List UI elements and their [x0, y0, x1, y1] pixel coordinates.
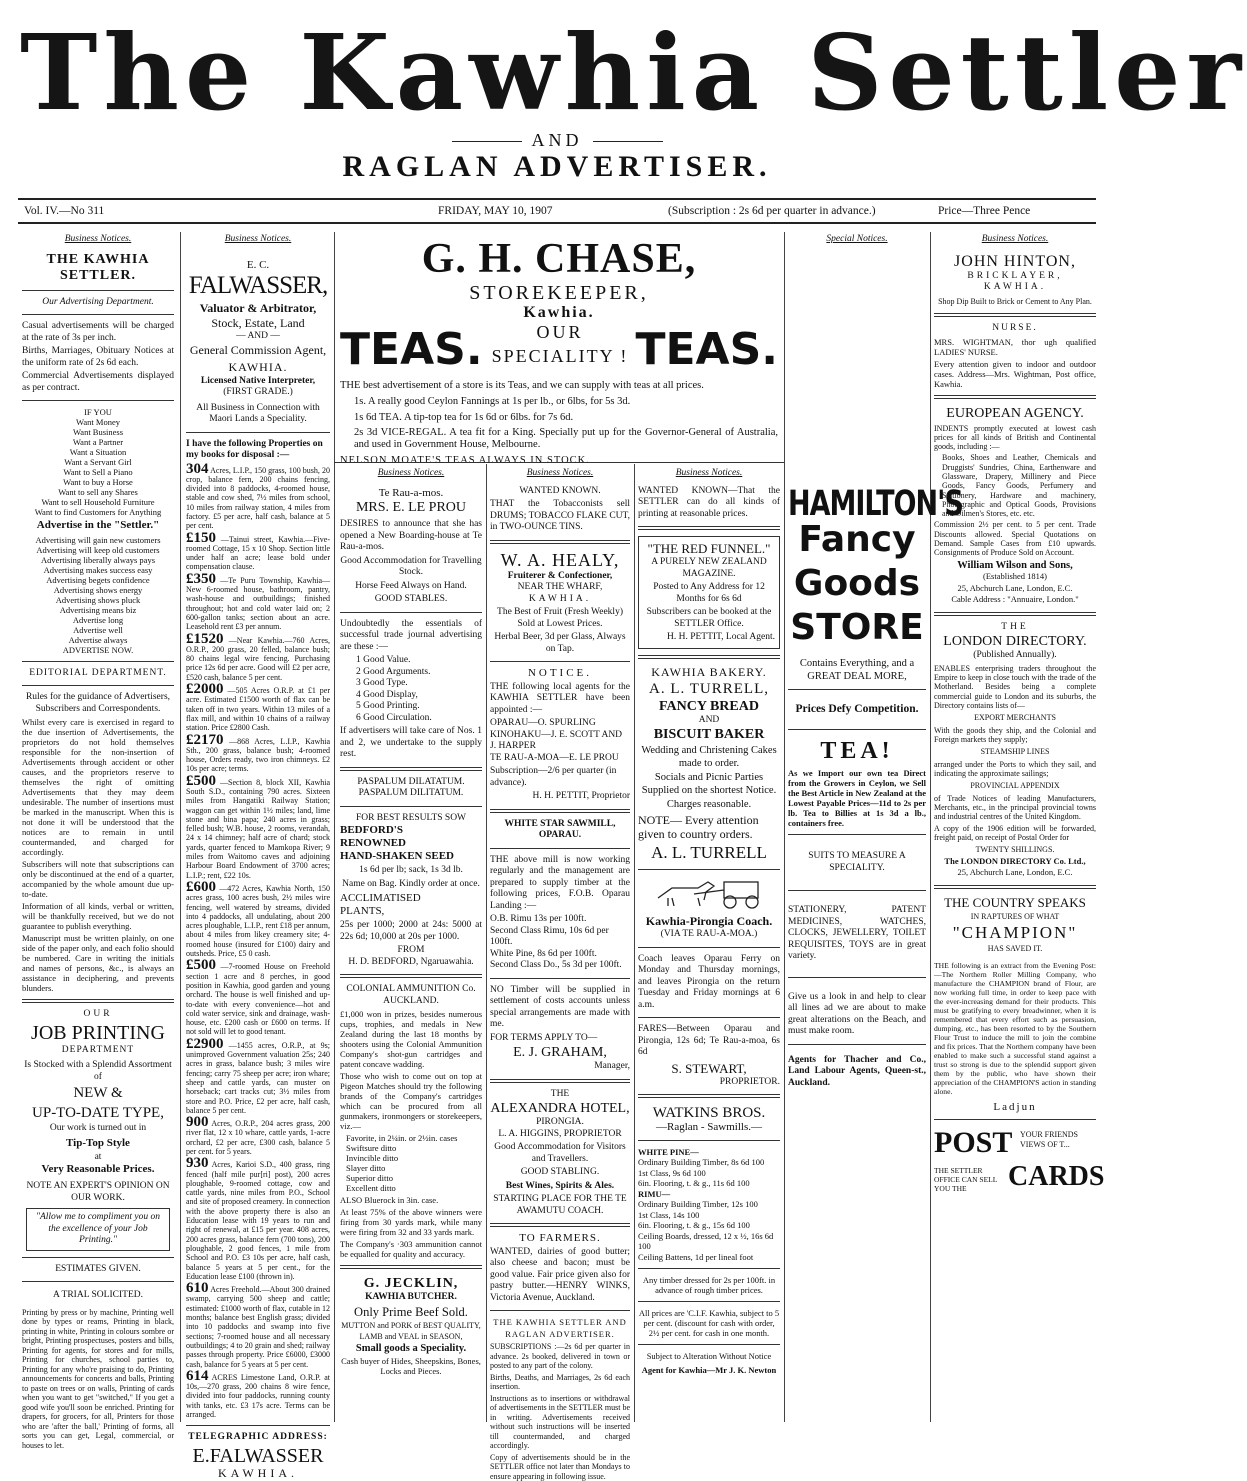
bluerock: ALSO Bluerock in 3in. case.: [340, 1195, 482, 1205]
bakery-charges: Charges reasonable.: [638, 799, 780, 811]
jecklin-cash: Cash buyer of Hides, Sheepskins, Bones, Locks and Pieces.: [340, 1356, 482, 1376]
watkins-dressed: Any timber dressed for 2s per 100ft. in advance of rough timber prices.: [638, 1275, 780, 1295]
farmers-wanted: WANTED, dairies of good butter; also cheese and bacon; must be good value. Fair price given also for pastry butter.—HENRY WINKS, Victoria Avenue, Auckland.: [490, 1247, 630, 1305]
telegraphic-address: TELEGRAPHIC ADDRESS:: [186, 1432, 330, 1444]
jecklin-small-goods: Small goods a Speciality.: [340, 1343, 482, 1355]
column-header: Business Notices.: [934, 234, 1096, 246]
seed-name-on-bag: Name on Bag. Kindly order at once.: [340, 879, 482, 891]
biscuit-baker: BISCUIT BAKER: [638, 726, 780, 743]
column-falwasser: [186, 232, 330, 1422]
alexandra-coach: STARTING PLACE FOR THE TE AWAMUTU COACH.: [490, 1194, 630, 1217]
red-funnel-agent: H. H. PETTIT, Local Agent.: [643, 632, 775, 644]
healy-name: W. A. HEALY,: [490, 550, 630, 571]
timber-second-class: Second Class Do., 5s 3d per 100ft.: [490, 960, 630, 972]
bedford-address: H. D. BEDFORD, Ngaruawahia.: [340, 957, 482, 969]
post-your-friends: YOUR FRIENDS VIEWS OF T...: [1020, 1130, 1092, 1150]
property-lot: £2000 —505 Acres O.R.P. at £1 per acre. Estimated £1500 worth of flax can be taken off in two years. Within 13 miles of a flax mill, and within 10 chains of a railway station. Price £2800 Cash.: [186, 685, 330, 732]
red-funnel-posted: Posted to Any Address for 12 Months for 6s 6d: [643, 582, 775, 605]
births-rate: Births, Marriages, Obituary Notices at the uniform rate of 2s 6d each.: [22, 346, 174, 369]
column-header: Business Notices.: [340, 468, 482, 480]
property-lot: £1520 —Near Kawhia.—760 Acres, O.R.P., 200 grass, 20 felled, balance bush; 80 chains legal wire fencing. Purchasing price 12s 6d per acre. Good will £2 per acre, £520 cash, balance 5 per cent.: [186, 635, 330, 682]
white-star-text: THE above mill is now working regularly and the management are prepared to supply timber at the following prices, F.O.B. Oparau Landing :—: [490, 855, 630, 913]
job-at: at: [22, 1152, 174, 1164]
chase-town: Kawhia.: [340, 304, 778, 322]
advertising-benefits: Advertising will gain new customers Advertising will keep old customers Advertising liberally always pays Advertising makes success easy Advertising begets confidence Advertising shows energy Advertising shows pluck Advertising means biz Advertise long Advertise well Advertise always ADVERTISE NOW.: [22, 535, 174, 655]
bedford-3: HAND-SHAKEN SEED: [340, 850, 482, 863]
settler-subscriptions: SUBSCRIPTIONS :—2s 6d per quarter in advance. 2s booked, delivered in town or posted to any part of the colony.: [490, 1342, 630, 1371]
agent-pettit: H. H. PETTIT, Proprietor: [490, 791, 630, 803]
chase-intro: THE best advertisement of a store is its Teas, and we can supply with teas at all prices.: [340, 380, 778, 393]
le-prou-horse-feed: Horse Feed Always on Hand.: [340, 581, 482, 593]
column-rule: [334, 232, 335, 1422]
champion: "CHAMPION": [934, 922, 1096, 943]
directory-with: With the goods they ship, and the Colonial and Foreign markets they supply;: [934, 726, 1096, 745]
falwasser-maori-lands: All Business in Connection with Maori Lands a Speciality.: [186, 403, 330, 426]
paspalum-2: PASPALUM DILITATUM.: [340, 788, 482, 800]
hamilton-fancy: Fancy: [788, 518, 926, 562]
bakery-turrell-sign: A. L. TURRELL: [638, 843, 780, 863]
directory-arranged: arranged under the Ports to which they sail, and indicating the approximate sailings;: [934, 760, 1096, 779]
bakery-socials: Socials and Picnic Parties Supplied on the shortest Notice.: [638, 772, 780, 797]
hamilton-great-deal: GREAT DEAL MORE,: [788, 671, 926, 683]
bakery-wedding: Wedding and Christening Cakes made to order.: [638, 745, 780, 770]
column-header: Business Notices.: [638, 468, 780, 480]
country-raptures: IN RAPTURES OF WHAT: [934, 911, 1096, 923]
acclimatised: ACCLIMATISED: [340, 892, 482, 905]
job-our: OUR: [22, 1009, 174, 1021]
column-turrell: [638, 466, 780, 1422]
hamilton-store: STORE: [788, 606, 926, 650]
coach-fares: FARES—Between Oparau and Pirongia, 12s 6d; Te Rau-a-moa, 6s 6d: [638, 1024, 780, 1059]
if-you-list: IF YOU Want Money Want Business Want a Partner Want a Situation Want a Servant Girl Want to Sell a Piano Want to buy a Horse Want to sell any Shares Want to sell Household Furniture Want to find Customers for Anything: [22, 407, 174, 517]
ammunition-1: £1,000 won in prizes, besides numerous cups, trophies, and medals in New Zealand during the last 18 months by shooters using the Colonial Ammunition Company's shot-gun cartridges and patent concave wadding.: [340, 1009, 482, 1069]
wanted-known: WANTED KNOWN.: [490, 486, 630, 498]
falwasser-valuator: Valuator & Arbitrator,: [186, 301, 330, 316]
le-prou-desires: DESIRES to announce that she has opened a New Boarding-house at Te Rau-a-mos.: [340, 519, 482, 554]
price: Price—Three Pence: [938, 200, 1030, 222]
wilson-sons: William Wilson and Sons,: [934, 560, 1096, 572]
hamilton-block: [788, 480, 926, 529]
property-lot: 304 Acres, L.I.P., 150 grass, 100 bush, 20 crop, balance fern, 200 chains fencing, divided into 8 paddocks, 4-roomed house, stable and cow shed, 7½ miles from school, 10 miles from railway station, 4 miles from factory. £5 per acre, half cash, balance at 5 per cent.: [186, 465, 330, 531]
column-header: Business Notices.: [22, 234, 174, 246]
jecklin-mutton: MUTTON and PORK of BEST QUALITY,: [340, 1320, 482, 1332]
rules-paragraph-3: Information of all kinds, verbal or written, will be thankfully received, but we do not guarantee to publish everything.: [22, 901, 174, 931]
property-lot: £150 —Tainui street, Kawhia.—Five-roomed Cottage, 15 x 10 Shop. Section little under half an acre; lease bold under compensation clause.: [186, 534, 330, 572]
plants-price: 25s per 1000; 2000 at 24s: 5000 at 22s 6d; 10,000 at 20s per 1000.: [340, 920, 482, 943]
advertise-heading: Advertise in the "Settler.": [22, 520, 174, 532]
teas-right: TEAS.: [635, 326, 778, 374]
timber-ob-rimu: O.B. Rimu 13s per 100ft.: [490, 914, 630, 926]
coach-leaves: Coach leaves Oparau Ferry on Monday and Thursday mornings, and leaves Pirongia on the return Tuesday and Friday mornings at 6 a.m.: [638, 954, 780, 1012]
watkins-subject: Subject to Alteration Without Notice: [638, 1351, 780, 1363]
watkins-agent: Agent for Kawhia—Mr J. K. Newton: [638, 1365, 780, 1377]
settler-terms-heading: THE KAWHIA SETTLER AND RAGLAN ADVERTISER.: [490, 1317, 630, 1340]
coach-via: (VIA TE RAU-A-MOA.): [638, 929, 780, 941]
white-star-heading: WHITE STAR SAWMILL, OPARAU.: [490, 819, 630, 842]
agent-subscription: Subscription—2/6 per quarter (in advance).: [490, 766, 630, 789]
hamilton-stationery: STATIONERY, PATENT MEDICINES, WATCHES, CLOCKS, JEWELLERY, TOILET REQUISITES, TOYS are in great variety.: [788, 905, 926, 963]
nurse-wightman: MRS. WIGHTMAN, thor ugh qualified LADIES' NURSE.: [934, 337, 1096, 357]
expert-quote: "Allow me to compliment you on the excellence of your Job Printing.": [26, 1208, 170, 1251]
directory-company-address: 25, Abchurch Lane, London, E.C.: [934, 867, 1096, 879]
hinton-town: KAWHIA.: [934, 282, 1096, 294]
expert-opinion: NOTE AN EXPERT'S OPINION ON OUR WORK.: [22, 1181, 174, 1204]
healy-fruit: The Best of Fruit (Fresh Weekly) Sold at Lowest Prices.: [490, 607, 630, 630]
le-prou-accommodation: Good Accommodation for Travelling Stock.: [340, 556, 482, 579]
job-department: DEPARTMENT: [22, 1045, 174, 1057]
falwasser-town: KAWHIA.: [186, 358, 330, 376]
alexandra-stabling: GOOD STABLING.: [490, 1167, 630, 1179]
alexandra-accommodation: Good Accommodation for Visitors and Travellers.: [490, 1142, 630, 1165]
editorial-heading: EDITORIAL DEPARTMENT.: [22, 668, 174, 680]
tobacconists: THAT the Tobacconists sell DRUMS; TOBACCO FLAKE CUT, in TWO-OUNCE TINS.: [490, 499, 630, 534]
casual-rate: Casual advertisements will be charged at the rate of 3s per inch.: [22, 321, 174, 344]
property-lot: 614 ACRES Limestone Land, O.R.P. at 10s,—270 grass, 200 chains 8 wire fence, divided into four paddocks, running county with tanks, etc. £3 17s acre. Terms can be arranged.: [186, 1372, 330, 1419]
chase-nelson: NELSON MOATE'S TEAS ALWAYS IN STOCK.: [340, 454, 778, 468]
bakery-note: NOTE— Every attention given to country orders.: [638, 813, 780, 841]
printing-verse: Printing by press or by machine, Printing well done by types or reams, Printing in black, printing in white, Printing in colours sombre or bright, Printing prospectuses, posters and bills, Printing for agents, for stores and for mills, Printing for churches, school parties to, Printing for any who're praising to do, Printing announcements for concerts and balls, Printing to paste on trees or on walls, Printing of cards when you want to get "switched," If you get a good wife you'll soon be enriched. Printing for drapers, for grocers, for all, Printers for those who are 'after the ball,' Printing of forms, all sorts you can get, Legal, commercial, or houses to let.: [22, 1308, 174, 1451]
column-rule: [634, 464, 635, 1422]
column-rule: [784, 232, 785, 1422]
column-healy: [490, 466, 630, 1422]
paspalum-1: PASPALUM DILATATUM.: [340, 777, 482, 789]
healy-near-wharf: NEAR THE WHARF,: [490, 582, 630, 594]
newspaper-subtitle: RAGLAN ADVERTISER.: [0, 150, 1114, 184]
directory-oftrade: of Trade Notices of leading Manufacturers, Merchants, etc., in the principal provincial towns and industrial centres of the United Kingdom.: [934, 794, 1096, 822]
healy-herbal: Herbal Beer, 3d per Glass, Always on Tap.: [490, 632, 630, 655]
from: FROM: [340, 945, 482, 957]
property-lot: £600 —472 Acres, Kawhia North, 150 acres grass, 100 acres bush, 2½ miles wire fencing, well watered by streams, divided into 4 paddocks, all undulating, about 200 acres ploughable, L.I.P., rent £18 per annum, about 4 miles from likey creamery site; 4-roomed house (insured for £100) dairy and outsheds. Price, £5 0 cash.: [186, 883, 330, 958]
chase-our: OUR: [490, 322, 630, 342]
plants: PLANTS,: [340, 905, 482, 918]
alexandra-hotel: ALEXANDRA HOTEL,: [490, 1100, 630, 1117]
column-hamilton: [788, 232, 926, 1422]
column-rule: [180, 232, 181, 1422]
directory-export: EXPORT MERCHANTS: [934, 712, 1096, 724]
essentials-list: 1 Good Value. 2 Good Arguments. 3 Good Type. 4 Good Display, 5 Good Printing. 6 Good Circulation.: [340, 655, 482, 724]
ammunition-3: At least 75% of the above winners were firing from 30 yards mark, while many were firing from 32 and 33 yards mark.: [340, 1207, 482, 1237]
property-lot: £500 —Section 8, block XII, Kawhia South S.D., containing 790 acres. Sixteen miles from Hangatiki Railway Station; waggon can get within 1½ miles; land, lime stone and bina papa; 240 acres in grass; felled bush; W.B. house, 2 rooms, verandah, 24 x 14 chimney; half acre of chard; stock yards, quarter fenced to Mamkopa River; 9 miles from Waitomo caves and adjoining Harbour Board Endowment of 3700 acres; L.I.P.; rent, £22 10s.: [186, 777, 330, 880]
dateline: [18, 198, 1096, 224]
property-lot: £2170 —868 Acres, L.I.P., Kawhia Sth., 200 grass, balance bush; 4-roomed house, Orders ready, two iron chimneys. £2 10s per acre; terms.: [186, 736, 330, 774]
masthead: [0, 0, 1114, 226]
te-rau-a-mos: Te Rau-a-mos.: [340, 488, 482, 500]
ammunition-heading: COLONIAL AMMUNITION Co. AUCKLAND.: [340, 984, 482, 1007]
hamilton-tea: TEA!: [788, 736, 926, 766]
jecklin-lamb: LAMB and VEAL in SEASON,: [340, 1331, 482, 1343]
falwasser-initials: E. C.: [186, 260, 330, 272]
stewart-proprietor: PROPRIETOR.: [638, 1077, 780, 1089]
directory-the: THE: [934, 622, 1096, 634]
advertising-dept-heading: Our Advertising Department.: [22, 297, 174, 309]
property-lot: £2900 —1455 acres, O.R.P., at 9s; unimproved Government valuation 25s; 240 acres in grass, balance bush; 3 miles wire fencing; carry 75 sheep per acre; iron whare; sheep and cattle yards, can muster on horseback; cart tracks cut; 3½ miles from store and P.O. Price, £2 per acre, half cash, balance 5 per cent.: [186, 1040, 330, 1115]
settler-instructions: Instructions as to insertions or withdrawal of advertisements in the SETTLER must be in writing. Advertisements received without such instructions will be inserted till countermanded, and charged accordingly.: [490, 1394, 630, 1451]
issue-date: FRIDAY, MAY 10, 1907: [438, 200, 553, 222]
agent-kinohaku: KINOHAKU—J. E. SCOTT AND J. HARPER: [490, 730, 630, 753]
newspaper-title: The Kawhia Settler: [20, 18, 1094, 128]
falwasser-licensed: Licensed Native Interpreter,: [186, 376, 330, 388]
jecklin-beef: Only Prime Beef Sold.: [340, 1304, 482, 1320]
notice-heading: NOTICE.: [490, 668, 630, 680]
directory-twenty: TWENTY SHILLINGS.: [934, 844, 1096, 856]
watkins-prices: All prices are 'C.I.F. Kawhia, subject to 5 per cent. (discount for cash with order, 2½ per cent. for cash in one month.: [638, 1308, 780, 1338]
job-uptodate: UP-TO-DATE TYPE,: [22, 1103, 174, 1123]
property-lot: 610 Acres Freehold.—About 300 drained swamp, carrying 500 sheep and cattle; estimated: £1000 worth of flax, cutable in 12 months; balance best English grass; divided into 10 paddocks and swamp into five sections; 7-roomed house and all necessary outbuildings; 4 to 20 grain and shed; railway passes through property. Price £6000, £3000 cash, balance for 5 years at 5 per cent.: [186, 1284, 330, 1369]
chase-name: G. H. CHASE,: [340, 236, 778, 282]
falwasser-following: I have the following Properties on my books for disposal :—: [186, 439, 330, 462]
chase-tea-2: 1s 6d TEA. A tip-top tea for 1s 6d or 6lbs. for 7s 6d.: [340, 411, 778, 425]
directory-provincial: PROVINCIAL APPENDIX: [934, 780, 1096, 792]
healy-town: KAWHIA.: [490, 594, 630, 606]
column-rule: [486, 464, 487, 1422]
red-funnel-title: "THE RED FUNNEL.": [643, 541, 775, 557]
trial: A TRIAL SOLICITED.: [22, 1290, 174, 1302]
watkins-name: WATKINS BROS.: [638, 1104, 780, 1122]
job-stocked: Is Stocked with a Splendid Assortment of: [22, 1060, 174, 1083]
timber-second-rimu: Second Class Rimu, 10s 6d per 100ft.: [490, 926, 630, 949]
watkins-sawmills: —Raglan - Sawmills.—: [638, 1122, 780, 1134]
estimates: ESTIMATES GIVEN.: [22, 1264, 174, 1276]
seed-price: 1s 6d per lb; sack, 1s 3d lb.: [340, 865, 482, 877]
london-directory: LONDON DIRECTORY.: [934, 633, 1096, 650]
fancy-bread: FANCY BREAD: [638, 698, 780, 715]
watkins-price-list: WHITE PINE— Ordinary Building Timber, 8s 6d 100 1st Class, 9s 6d 100 6in. Flooring, t. & g., 11s 6d 100 RIMU— Ordinary Building Timber, 12s 100 1st Class, 14s 100 6in. Flooring, t. & g., 15s 6d 100 Ceiling Boards, dressed, 12 x ½, 16s 6d 100 Ceiling Battens, 1d per lineal foot: [638, 1147, 780, 1263]
le-prou-name: MRS. E. LE PROU: [340, 499, 482, 517]
property-lot: 930 Acres, Karioi S.D., 400 grass, ring fenced (half mile pur[ri] post), 200 acres ploughable, 9-roomed cottage, cow and cattle yards, nine miles from P.O., School and site of proposed creamery. In connection with the above property there is also an Education lease with 19 years to run and right of renewal, at £15 per year. 408 acres, 200 acres grass, balance fern (700 tons), 200 ploughable, 2 good fences, 1 mile from School and P.O. £3 10s per acre, half cash, balance 5 years at 5 per cent., for the Education lease £100 (thrown in).: [186, 1159, 330, 1281]
falwasser-general: General Commission Agent,: [186, 343, 330, 358]
best-results: FOR BEST RESULTS SOW: [340, 813, 482, 825]
wilson-cable: Cable Address : "Annuaire, London.": [934, 594, 1096, 606]
european-agency: EUROPEAN AGENCY.: [934, 405, 1096, 422]
red-funnel-advert: [638, 536, 780, 649]
essentials-intro: Undoubtedly the essentials of successful trade journal advertising are these :—: [340, 619, 482, 654]
hamilton-name: HAMILTON'S: [788, 480, 926, 529]
rules-paragraph-1: Whilst every care is exercised in regard to the due insertion of Advertisements, the proprietors do not hold themselves responsible for the non-insertion of Advertisements through accident or other causes, and the proprietors reserve to themselves the right of omitting Advertisements that they may deem undesirable. The number of insertions must be marked in the manuscript. When this is not done it will be understood that the notices are to remain in until countermanded, and charged for accordingly.: [22, 717, 174, 857]
country-speaks: THE COUNTRY SPEAKS: [934, 895, 1096, 911]
coach-heading: Kawhia-Pirongia Coach.: [638, 914, 780, 929]
column-header: Business Notices.: [490, 468, 630, 480]
terms-apply: FOR TERMS APPLY TO—: [490, 1033, 630, 1045]
directory-published: (Published Annually).: [934, 650, 1096, 662]
telegraphic-town: KAWHIA.: [186, 1468, 330, 1480]
champion-saved: HAS SAVED IT.: [934, 943, 1096, 955]
directory-enables: ENABLES enterprising traders throughout the Empire to keep in close touch with the trade of the Motherland. Besides being a complete commercial guide to London and its suburbs, the Directory contains lists of—: [934, 664, 1096, 710]
post-settler-office: THE SETTLER OFFICE CAN SELL YOU THE: [934, 1166, 1006, 1193]
chase-storekeeper: STOREKEEPER,: [340, 282, 778, 304]
directory-steamship: STEAMSHIP LINES: [934, 746, 1096, 758]
rules-paragraph-4: Manuscript must be written plainly, on one side of the paper only, and each folio should be numbered. Care in writing the initials and names of persons, &c., is always an assistance in deciphering, and prevents blunders.: [22, 933, 174, 993]
cartridge-brands: Favorite, in 2¼in. or 2½in. cases Swiftsure ditto Invincible ditto Slayer ditto Superior ditto Excellent ditto: [340, 1133, 482, 1193]
essentials-note: If advertisers will take care of Nos. 1 and 2, we undertake to the supply rest.: [340, 726, 482, 761]
settler-copy: Copy of advertisements should be in the SETTLER office not later than Mondays to ensure appearing in following issue.: [490, 1453, 630, 1481]
coach-horses-icon: [638, 876, 780, 910]
hamilton-agents: Agents for Thacher and Co., Land Labour Agents, Queen-st., Auckland.: [788, 1055, 926, 1090]
agency-goods: Books, Shoes and Leather, Chemicals and Druggists' Sundries, China, Earthenware and Glassware, Drapery, Millinery and Piece Goods, Fancy Goods, Perfumery and Stationery, Hardware and machinery, Photographic and Optical Goods, Provisions and Oilmen's Stores, etc. etc.: [934, 453, 1096, 518]
red-funnel-booked: Subscribers can be booked at the SETTLER Office.: [643, 607, 775, 630]
hinton-shop: Shop Dip Built to Brick or Cement to Any Plan.: [934, 296, 1096, 308]
job-tiptop: Tip-Top Style: [22, 1138, 174, 1150]
chase-tea-1: 1s. A really good Ceylon Fannings at 1s per lb., or 6lbs, for 5s 3d.: [340, 395, 778, 409]
subscription-rate: (Subscription : 2s 6d per quarter in advance.): [668, 200, 876, 222]
bakery-turrell: A. L. TURRELL,: [638, 680, 780, 698]
job-turned-out: Our work is turned out in: [22, 1123, 174, 1135]
ladjun: Ladjun: [934, 1102, 1096, 1114]
healy-fruiterer: Fruiterer & Confectioner,: [490, 571, 630, 583]
job-new: NEW &: [22, 1083, 174, 1103]
volume-number: Vol. IV.—No 311: [24, 200, 104, 222]
le-prou-stables: GOOD STABLES.: [340, 594, 482, 606]
alexandra-pirongia: PIRONGIA.: [490, 1117, 630, 1129]
chase-speciality: SPECIALITY !: [490, 346, 630, 366]
agency-commission: Commission 2½ per cent. to 5 per cent. Trade Discounts allowed. Special Quotations on Demand. Sample Cases from £10 upwards. Consignments of Produce Sold on Account.: [934, 520, 1096, 557]
hinton-trade: BRICKLAYER,: [934, 271, 1096, 283]
agents-intro: THE following local agents for the KAWHIA SETTLER have been appointed :—: [490, 682, 630, 717]
falwasser-grade: (FIRST GRADE.): [186, 387, 330, 399]
teas-left: TEAS.: [340, 326, 483, 374]
to-farmers: TO FARMERS.: [490, 1233, 630, 1245]
rules-paragraph-2: Subscribers will note that subscriptions can only be discontinued at the end of a quarter, accompanied by the whole amount due up-to-date.: [22, 859, 174, 899]
property-lot: 900 Acres, O.R.P., 204 acres grass, 200 river flat, 12 x 10 whare, cattle yards, 1-acre orchard, £2 per acre, £300 cash, balance 5 per cent. for 5 years.: [186, 1118, 330, 1156]
job-printing-heading: JOB PRINTING: [22, 1021, 174, 1045]
nurse-attention: Every attention given to indoor and outdoor cases. Address—Mrs. Wightman, Post office, Kawhia.: [934, 359, 1096, 389]
column-rule: [930, 232, 931, 1422]
ammunition-2: Those who wish to come out on top at Pigeon Matches should try the following brands of the Company's cartridges which can be procured from all gunmakers, ironmongers or storekeepers, viz.—: [340, 1071, 482, 1131]
bedford-1: BEDFORD'S: [340, 824, 482, 837]
jecklin-name: G. JECKLIN,: [340, 1275, 482, 1292]
chase-tea-3: 2s 3d VICE-REGAL. A tea fit for a King. Specially put up for the Governor-General of Australia, and used in Government House, Melbourne.: [340, 427, 778, 452]
hamilton-give: Give us a look in and help to clear all lines ad we are about to make great alterations on the Beach, and must make room.: [788, 992, 926, 1038]
red-funnel-subtitle: A PURELY NEW ZEALAND MAGAZINE.: [643, 557, 775, 580]
no-timber: NO Timber will be supplied in settlement of costs accounts unless special arrangements are made with me.: [490, 985, 630, 1031]
telegraphic-name: E.FALWASSER: [186, 1444, 330, 1468]
wilson-established: (Established 1814): [934, 571, 1096, 583]
alexandra-the: THE: [490, 1089, 630, 1101]
graham-manager: Manager,: [490, 1061, 630, 1073]
wilson-address: 25, Abchurch Lane, London, E.C.: [934, 583, 1096, 595]
column-header: Special Notices.: [788, 234, 926, 246]
bedford-2: RENOWNED: [340, 837, 482, 850]
graham-name: E. J. GRAHAM,: [490, 1044, 630, 1061]
commercial-rate: Commercial Advertisements displayed as per contract.: [22, 371, 174, 394]
hamilton-contains: Contains Everything, and a: [788, 658, 926, 670]
alexandra-wines: Best Wines, Spirits & Ales.: [490, 1181, 630, 1193]
jecklin-butcher: KAWHIA BUTCHER.: [340, 1292, 482, 1304]
property-lot: £350 —Te Puru Township, Kawhia—New 6-roomed house, bathroom, pantry, wash-house and outbuildings; finished throughout; hot and cold water laid on; 2 600-gallon tanks; section about an acre. Leasehold rent £3 per annum.: [186, 575, 330, 632]
bakery-and: AND: [638, 715, 780, 727]
champion-extract: THE following is an extract from the Evening Post:—The Northern Roller Milling Company, who manufacture the CHAMPION brand of Flour, are now working full time, in order to keep pace with the ever-increasing demand for their products. This must be gratifying to every breadwinner, when it is remembered that every effort such as persuasion, dumping, etc., has been resorted to by the Southern Flour Trust to induce the mill to join the combine and fix prices. That the Northern company have been enabled to make such a successful stand against a trust so strong is due to the splendid support given them by the public, who have shown their appreciation of the CHAMPION'S action in standing alone.: [934, 961, 1096, 1096]
hamilton-suits: SUITS TO MEASURE A SPECIALITY.: [788, 851, 926, 874]
hamilton-import: As we Import our own tea Direct from the Growers in Ceylon, we Sell the Best Article in New Zealand at the Lowest Payable Prices—11d to 2s per lb. Tea to Billies at 1s 3d a lb., containers free.: [788, 768, 926, 828]
hinton-name: JOHN HINTON,: [934, 252, 1096, 271]
directory-copy: A copy of the 1906 edition will be forwarded, freight paid, on receipt of Postal Order for: [934, 824, 1096, 843]
post-cards-advert: [934, 1126, 1096, 1216]
column-hinton: [934, 232, 1096, 1422]
settler-printing: WANTED KNOWN—That the SETTLER can do all kinds of printing at reasonable prices.: [638, 486, 780, 521]
job-reasonable: Very Reasonable Prices.: [22, 1164, 174, 1176]
falwasser-stock: Stock, Estate, Land: [186, 316, 330, 331]
property-lot: £500 —7-roomed House on Freehold section 1 acre and 8 perches, in good position in Kawhia, good garden and young orchard. The house is well finished and up-to-date with every convenience—hot and cold water service, sink and drainage, wash-house, etc. £200 cash or £600 on terms. If not sold will let to good tenant.: [186, 961, 330, 1036]
property-list: [186, 465, 330, 1420]
bakery-heading: KAWHIA BAKERY.: [638, 665, 780, 680]
cards-word: CARDS: [1008, 1160, 1104, 1194]
agency-indents: INDENTS promptly executed at lowest cash prices for all kinds of British and Continental goods, including :—: [934, 424, 1096, 452]
ammunition-4: The Company's ·303 ammunition cannot be equalled for quality and accuracy.: [340, 1239, 482, 1259]
hamilton-prices: Prices Defy Competition.: [788, 704, 926, 716]
column-le-prou: [340, 466, 482, 1422]
stewart-name: S. STEWART,: [638, 1061, 780, 1077]
column-header: Business Notices.: [186, 234, 330, 246]
settler-births: Births, Deaths, and Marriages, 2s 6d each insertion.: [490, 1373, 630, 1392]
post-word: POST: [934, 1126, 1012, 1160]
timber-white-pine: White Pine, 8s 6d per 100ft.: [490, 949, 630, 961]
hamilton-goods: Goods: [788, 562, 926, 606]
settler-title: THE KAWHIA SETTLER.: [22, 252, 174, 284]
column-settler-notices: [22, 232, 174, 1422]
agent-te-rau-a-moa: TE RAU-A-MOA—E. LE PROU: [490, 753, 630, 765]
falwasser-and: — AND —: [186, 331, 330, 343]
chase-teas-advert: [340, 236, 778, 462]
nurse-heading: NURSE.: [934, 323, 1096, 335]
agent-oparau: OPARAU—O. SPURLING: [490, 718, 630, 730]
masthead-and: AND: [0, 130, 1114, 151]
falwasser-name: FALWASSER,: [186, 271, 330, 301]
directory-company: The LONDON DIRECTORY Co. Ltd.,: [934, 856, 1096, 868]
alexandra-higgins: L. A. HIGGINS, PROPRIETOR: [490, 1129, 630, 1141]
rules-heading: Rules for the guidance of Advertisers, Subscribers and Correspondents.: [22, 692, 174, 715]
